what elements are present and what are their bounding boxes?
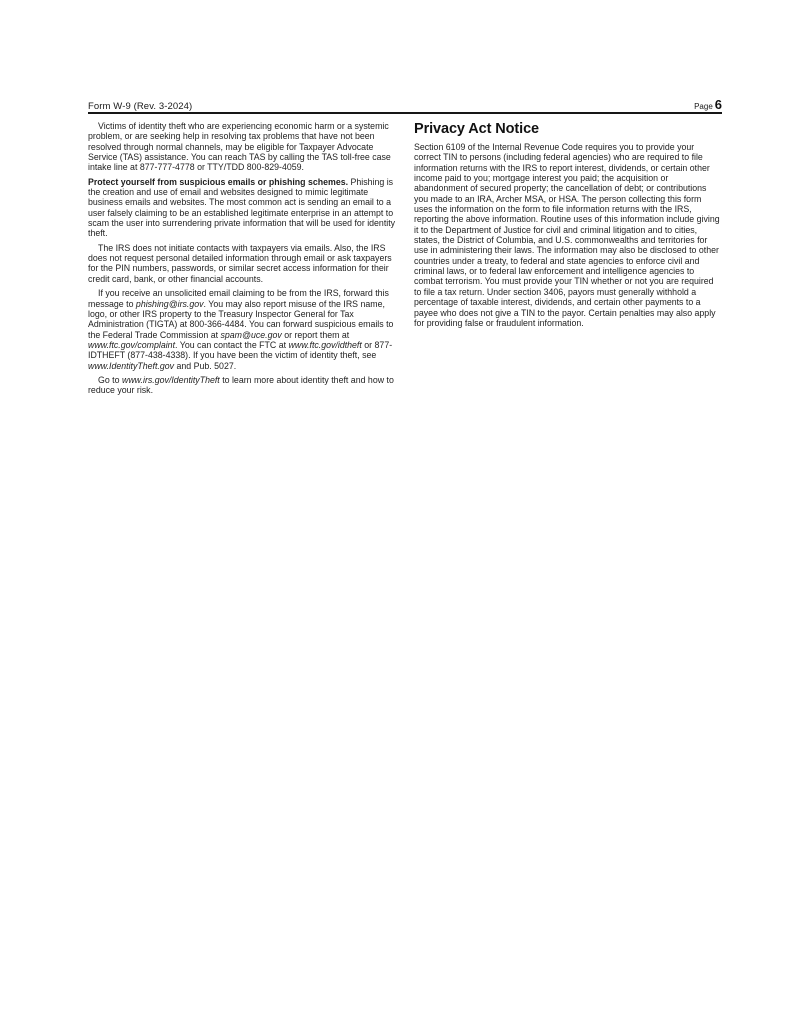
privacy-act-notice-heading: Privacy Act Notice [414, 121, 539, 137]
italic-text-run: www.irs.gov/IdentityTheft [121, 374, 220, 385]
paragraph [88, 243, 396, 284]
paragraph [414, 142, 722, 328]
content-columns [88, 121, 722, 400]
text-run: . You can contact the FTC at [175, 339, 289, 350]
text-run: . You may also report misuse of the IRS name, logo, or other IRS property to the Treasury Inspector General for Tax Administration (TIGTA) at 800-366-4484. You can forward suspicious emails to the Federal Trade Commission at [88, 298, 394, 340]
text-run: Phishing is the creation and use of email and websites designed to mimic legitimate business emails and websites. The most common act is sending an email to a user falsely claiming to be an established legitimate enterprise in an attempt to scam the user into surrendering private information that will be used for identity theft. [88, 176, 396, 239]
text-run: Section 6109 of the Internal Revenue Code requires you to provide your correct TIN to persons (including federal agencies) who are required to file information returns with the IRS to report interest, dividends, or certain other income paid to you; mortgage interest you paid; the acquisition or abandonment of secured property; the cancellation of debt; or contributions you made to an IRA, Archer MSA, or HSA. The person collecting this form uses the information on the form to file information returns with the IRS, reporting the above information. Routine uses of this information include giving it to the Department of Justice for civil and criminal litigation and to cities, states, the District of Columbia, and U.S. commonwealths and territories for use in administering their laws. The information may also be disclosed to other countries under a treaty, to federal and state agencies to enforce civil and criminal laws, or to federal law enforcement and intelligence agencies to combat terrorism. You must provide your TIN whether or not you are required to file a tax return. Under section 3406, payors must generally withhold a percentage of taxable interest, dividends, and certain other payments to a payee who does not give a TIN to the payor. Certain penalties may also apply for providing false or fraudulent information. [414, 142, 720, 328]
text-run: or 877-IDTHEFT (877-438-4338). If you have been the victim of identity theft, see [88, 339, 393, 361]
right-column-paragraphs [414, 142, 722, 328]
italic-text-run: www.ftc.gov/idtheft [288, 339, 362, 350]
left-column [88, 121, 396, 400]
page-header [88, 95, 722, 112]
italic-text-run: spam@uce.gov [220, 329, 282, 340]
text-run: or report them at [281, 329, 350, 340]
italic-text-run: www.IdentityTheft.gov [88, 360, 175, 371]
paragraph [88, 375, 396, 396]
header-rule [88, 112, 722, 114]
right-column [414, 121, 722, 400]
page-number: 6 [714, 97, 722, 112]
form-title: Form W-9 (Rev. 3-2024) [88, 101, 193, 112]
bold-text-run: Protect yourself from suspicious emails or phishing schemes. [88, 176, 349, 187]
text-run: and Pub. 5027. [174, 360, 237, 371]
italic-text-run: www.ftc.gov/complaint [88, 339, 176, 350]
text-run: The IRS does not initiate contacts with taxpayers via emails. Also, the IRS does not request personal detailed information through email or ask taxpayers for the PIN numbers, passwords, or similar secret access information for their credit card, bank, or other financial accounts. [88, 242, 392, 284]
italic-text-run: phishing@irs.gov [135, 298, 204, 309]
text-run: Go to [98, 374, 122, 385]
text-run: Victims of identity theft who are experiencing economic harm or a systemic problem, or are seeking help in resolving tax problems that have not been resolved through normal channels, may be eligible for Taxpayer Advocate Service (TAS) assistance. You can reach TAS by calling the TAS toll-free case intake line at 877-777-4778 or TTY/TDD 800-829-4059. [88, 121, 391, 173]
page-indicator [694, 97, 722, 112]
page-label: Page [694, 102, 713, 111]
paragraph [88, 288, 396, 371]
paragraph [88, 177, 396, 239]
text-run: to learn more about identity theft and how to reduce your risk. [88, 374, 394, 396]
text-run: If you receive an unsolicited email claiming to be from the IRS, forward this message to [88, 288, 389, 309]
paragraph [88, 121, 396, 173]
